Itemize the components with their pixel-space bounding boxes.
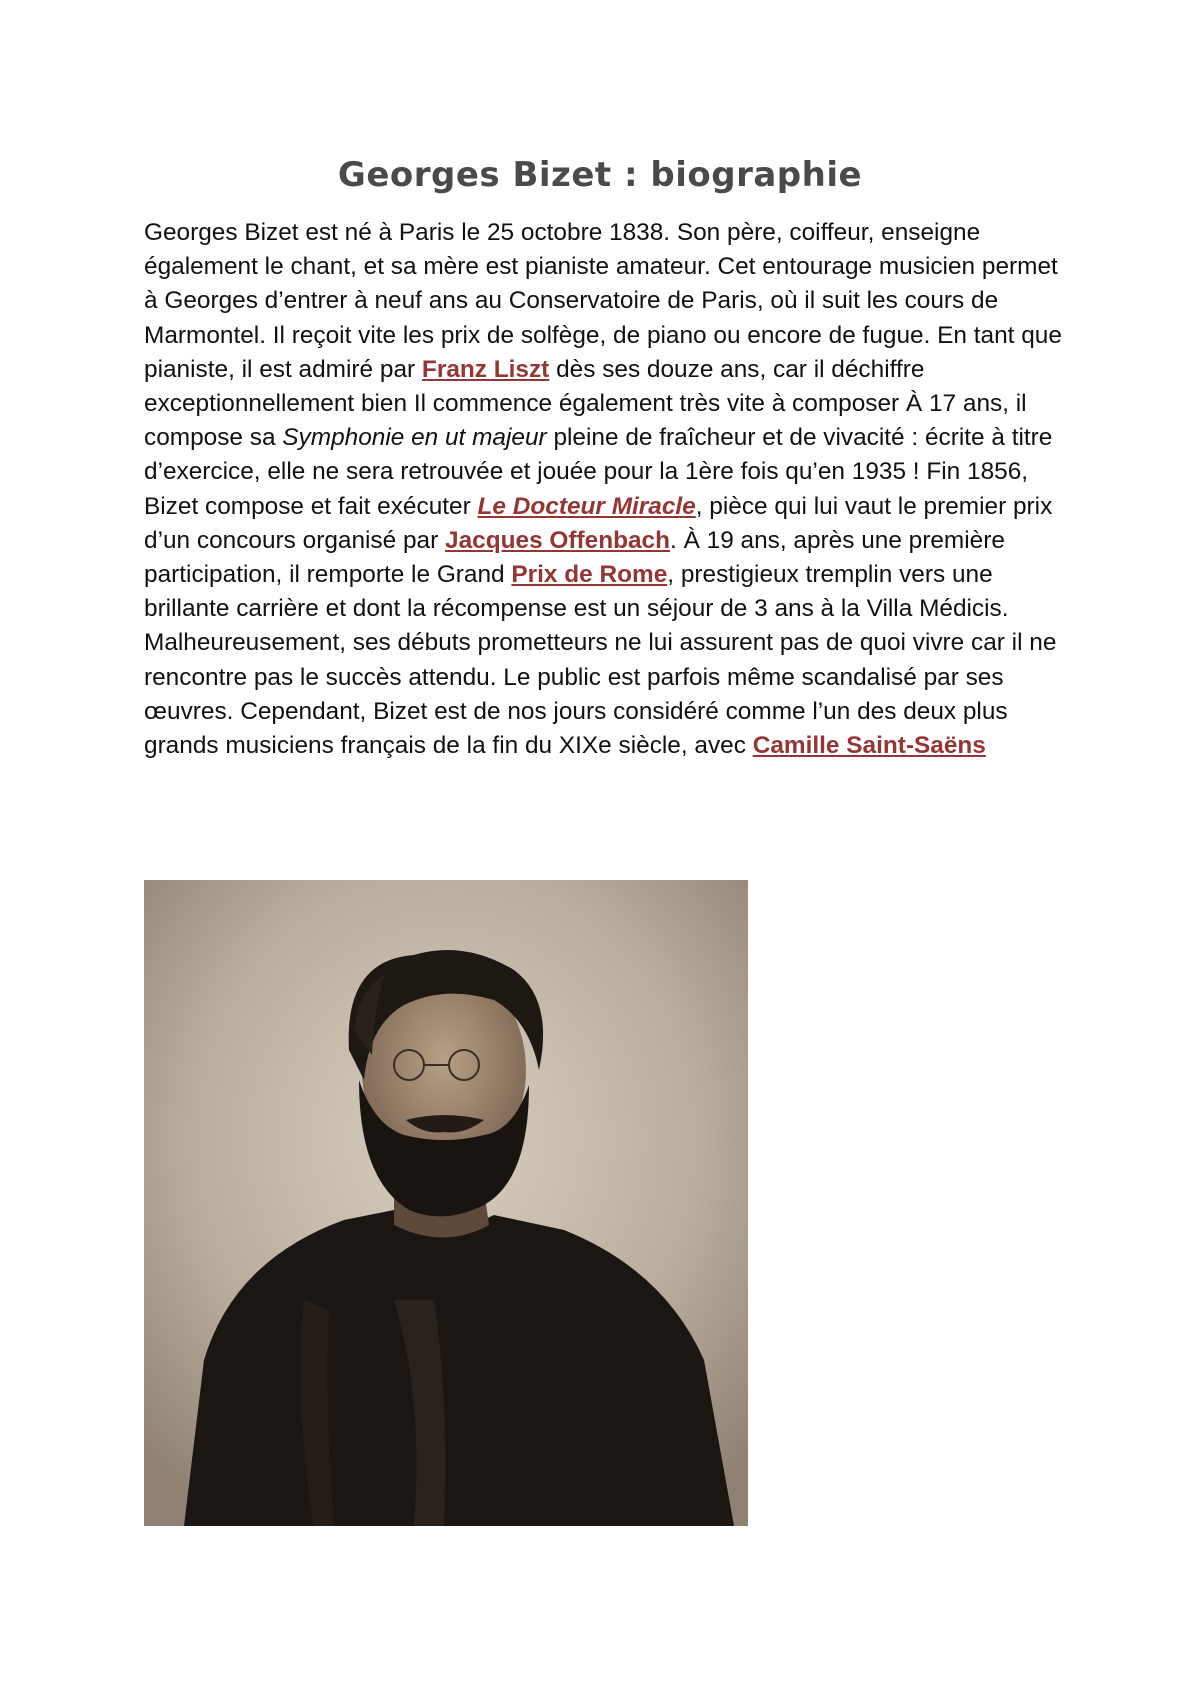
link-prix-de-rome[interactable]: Prix de Rome	[511, 561, 668, 589]
text-segment: pleine de fraîcheur et de vivacité : écrite à titre d’exercice, elle ne sera retrouvée et jouée pour la 1ère fois qu’en 1935 ! Fin 1856, Bizet compose et fait exécuter	[144, 424, 1053, 520]
link-camille-saint-saens[interactable]: Camille Saint-Saëns	[752, 732, 986, 760]
portrait-illustration	[144, 880, 748, 1526]
symphonie-title: Symphonie en ut majeur	[282, 424, 547, 452]
link-franz-liszt[interactable]: Franz Liszt	[421, 355, 550, 383]
text-segment: dès ses douze ans, car il déchiffre exceptionnellement bien Il commence également très vite à composer À 17 ans, il compose sa	[144, 355, 1027, 452]
portrait-photo	[144, 880, 748, 1526]
text-segment: . À 19 ans, après une première participation, il remporte le Grand	[144, 526, 1005, 589]
link-jacques-offenbach[interactable]: Jacques Offenbach	[445, 526, 671, 554]
biography-paragraph	[144, 216, 1074, 763]
link-le-docteur-miracle[interactable]: Le Docteur Miracle	[477, 492, 696, 520]
page-title: Georges Bizet : biographie	[337, 155, 863, 195]
text-segment: Georges Bizet est né à Paris le 25 octobre 1838. Son père, coiffeur, enseigne également le chant, et sa mère est pianiste amateur. Cet entourage musicien permet à Georges d’entrer à neuf ans au Conservatoire de Paris, où il suit les cours de Marmontel. Il reçoit vite les prix de solfège, de piano ou encore de fugue. En tant que pianiste, il est admiré par	[144, 219, 1062, 383]
text-segment: , pièce qui lui vaut le premier prix d’un concours organisé par	[144, 492, 1053, 554]
text-segment: , prestigieux tremplin vers une brillante carrière et dont la récompense est un séjour de 3 ans à la Villa Médicis. Malheureusement, ses débuts prometteurs ne lui assurent pas de quoi vivre car il ne rencontre pas le succès attendu. Le public est parfois même scandalisé par ses œuvres. Cependant, Bizet est de nos jours considéré comme l’un des deux plus grands musiciens français de la fin du XIXe siècle, avec	[144, 561, 1057, 760]
